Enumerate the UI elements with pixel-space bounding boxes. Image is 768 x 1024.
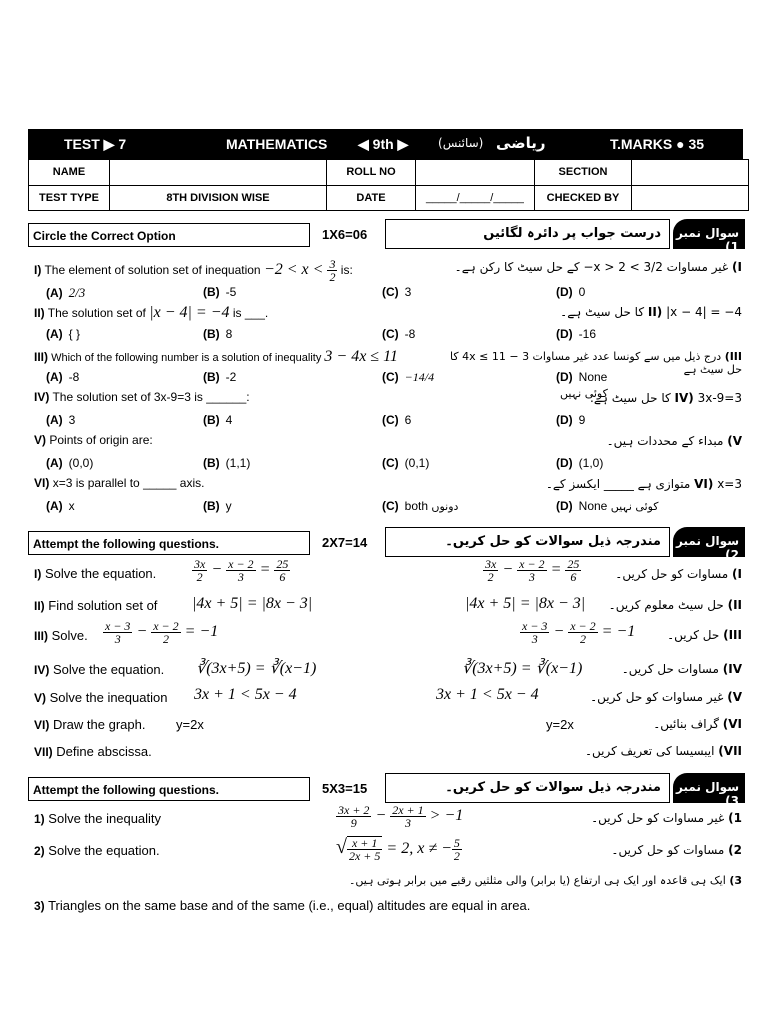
s2-urdu-title: مندرجہ ذیل سوالات کو حل کریں۔: [385, 527, 670, 557]
s2-q1-math: $\frac{3x}{2}$ − $\frac{x - 2}{3}$ = $\frac{25}{6}$: [194, 557, 289, 584]
s1-marks: 1X6=06: [322, 227, 368, 242]
s1-q5: [34, 433, 153, 447]
urdu-text: مساوات کو حل کریں۔: [615, 567, 729, 581]
section-field[interactable]: [632, 160, 749, 186]
q-text: Solve the inequality: [48, 811, 162, 826]
s2-q2: [34, 598, 157, 613]
q-text: x=3 is parallel to _____ axis.: [52, 476, 205, 490]
urdu-text: |x − 4| = −4 کا حل سیٹ ہے۔: [560, 305, 742, 319]
urdu-number: VI): [722, 717, 742, 731]
q-text: The solution set of 3x-9=3 is ______:: [52, 390, 250, 404]
q-number: 3): [34, 899, 45, 913]
s3-q1-math: $\frac{3x + 2}{9}$ − $\frac{2x + 1}{3}$ > −1: [338, 803, 464, 830]
s1-q4: [34, 390, 250, 404]
q-number: VI): [34, 718, 50, 732]
q-text: Solve the inequation: [49, 690, 168, 705]
subject-title: MATHEMATICS: [226, 136, 328, 152]
s1-q1-urdu: [402, 260, 742, 274]
s2-q1: [34, 566, 156, 581]
name-field[interactable]: [110, 160, 327, 186]
urdu-text: حل کریں۔: [667, 628, 720, 642]
s1-q2-opt-c: (C) -8: [382, 327, 416, 341]
urdu-text: ایبسیسا کی تعریف کریں۔: [584, 744, 715, 758]
q-number: I): [34, 263, 42, 278]
urdu-number: VI): [694, 477, 714, 491]
q-text: Find solution set of: [48, 598, 158, 613]
urdu-number: VII): [718, 744, 742, 758]
s1-q6-opt-b: (B) y: [203, 499, 232, 513]
s1-q4-opt-b: (B) 4: [203, 413, 233, 427]
s1-title: Circle the Correct Option: [28, 223, 310, 247]
q-number: III): [34, 629, 48, 643]
urdu-text: x=3 متوازی ہے _____ ایکسز کے۔: [545, 477, 742, 491]
s1-q6-urdu: [502, 477, 742, 491]
header-bar: [28, 129, 743, 159]
s3-q2-math: √ $\frac{x + 1}{2x + 5}$ = 2, x ≠ − $\frac{5}{2}$: [336, 835, 460, 864]
s2-q5: [34, 690, 167, 705]
s1-q4-opt-d: (D) 9: [556, 413, 586, 427]
s2-marks: 2X7=14: [322, 535, 368, 550]
name-label: NAME: [29, 160, 110, 186]
roll-field[interactable]: [416, 160, 535, 186]
s2-q5-math: 3x + 1 < 5x − 4: [194, 686, 297, 703]
urdu-text: ایک ہی قاعدہ اور ایک ہی ارتفاع (یا برابر) والی مثلثیں رقبے میں برابر ہوتی ہیں۔: [348, 874, 726, 887]
s1-q3-opt-c: (C) −14/4: [382, 370, 435, 384]
urdu-text: گراف بنائیں۔: [653, 717, 719, 731]
s1-q3: [34, 348, 398, 366]
s2-q5-urdu: [582, 690, 742, 704]
s1-q1-opt-d: (D) 0: [556, 285, 586, 299]
urdu-text: مساوات حل کریں۔: [621, 662, 719, 676]
q-number: IV): [34, 390, 50, 404]
s1-q4-urdu: [502, 391, 742, 405]
s1-q6-opt-c: (C) both دونوں: [382, 499, 459, 513]
urdu-number: I): [732, 260, 742, 274]
s3-urdu-number: سوال نمبر 3): [673, 773, 745, 803]
s2-q3-math-urdu: $\frac{x - 3}{3}$ − $\frac{x - 2}{2}$ = −1: [522, 619, 636, 646]
s1-q6: [34, 476, 204, 490]
q-number: VII): [34, 745, 53, 759]
urdu-number: IV): [674, 391, 694, 405]
urdu-number: V): [727, 690, 742, 704]
s1-q2-opt-b: (B) 8: [203, 327, 233, 341]
s1-q1-opt-b: (B) -5: [203, 285, 237, 299]
s1-q6-opt-a: (A) x: [46, 499, 75, 513]
q-number: VI): [34, 476, 50, 490]
urdu-text: مساوات کو حل کریں۔: [611, 843, 725, 857]
urdu-number: 2): [728, 843, 742, 857]
s3-q2: [34, 843, 160, 858]
s2-q4-urdu: [592, 662, 742, 676]
s3-marks: 5X3=15: [322, 781, 368, 796]
s3-urdu-title: مندرجہ ذیل سوالات کو حل کریں۔: [385, 773, 670, 803]
urdu-text: غیر مساوات 3/2 > x > 2− کے حل سیٹ کا رکن ہے۔: [454, 260, 729, 274]
subject-urdu: ریاضی: [496, 134, 546, 152]
urdu-number: I): [732, 567, 742, 581]
total-marks: T.MARKS ● 35: [610, 136, 705, 152]
s2-q2-math: |4x + 5| = |8x − 3|: [192, 595, 313, 612]
s2-q3-urdu: [622, 628, 742, 642]
q-text: The solution set of: [47, 306, 146, 320]
urdu-number: III): [723, 628, 742, 642]
s2-title: Attempt the following questions.: [28, 531, 310, 555]
class-label: ◀ 9th ▶: [358, 136, 409, 152]
s1-q5-opt-d: (D) (1,0): [556, 456, 604, 470]
s2-q4: [34, 662, 164, 677]
date-label: DATE: [327, 185, 416, 211]
s1-q6-opt-d: (D) None کوئی نہیں: [556, 499, 659, 513]
q-text: Solve the equation.: [48, 843, 160, 858]
s2-q6: [34, 717, 145, 732]
s1-q5-opt-c: (C) (0,1): [382, 456, 430, 470]
s1-q5-opt-b: (B) (1,1): [203, 456, 251, 470]
urdu-number: V): [727, 434, 742, 448]
q-number: II): [34, 306, 45, 320]
checked-label: CHECKED BY: [535, 185, 632, 211]
roll-label: ROLL NO: [327, 160, 416, 186]
urdu-number: II): [727, 598, 742, 612]
info-table: [28, 159, 749, 211]
s2-q1-math-urdu: $\frac{3x}{2}$ − $\frac{x - 2}{3}$ = $\frac{25}{6}$: [485, 557, 580, 584]
s2-q6-math: y=2x: [176, 717, 204, 732]
urdu-number: 1): [728, 811, 742, 825]
section-label: SECTION: [535, 160, 632, 186]
urdu-text: مبداء کے محددات ہیں۔: [606, 434, 724, 448]
q-text: Draw the graph.: [52, 717, 146, 732]
test-number: TEST ▶ 7: [64, 136, 127, 152]
s1-q1-opt-c: (C) 3: [382, 285, 412, 299]
s3-q1-urdu: [562, 811, 742, 825]
q-text: Points of origin are:: [49, 433, 153, 447]
s2-q3: [34, 628, 88, 643]
urdu-number: II): [647, 305, 663, 319]
q-text: Which of the following number is a solution of inequality: [51, 352, 322, 364]
q-text: Define abscissa.: [56, 744, 152, 759]
q-math: 3 − 4x ≤ 11: [324, 348, 398, 365]
q-tail: is:: [340, 263, 353, 278]
q-number: 1): [34, 812, 45, 826]
s2-q6-urdu: [622, 717, 742, 731]
checked-field[interactable]: [632, 185, 749, 211]
q-number: IV): [34, 663, 50, 677]
s1-q5-opt-a: (A) (0,0): [46, 456, 94, 470]
testtype-label: TEST TYPE: [29, 185, 110, 211]
s1-q2: [34, 304, 268, 322]
q-number: III): [34, 350, 48, 364]
urdu-text: درج ذیل میں سے کونسا عدد غیر مساوات 3 − 4x ≤ 11 کا حل سیٹ ہے: [450, 350, 742, 376]
s1-q3-opt-b: (B) -2: [203, 370, 237, 384]
s2-q2-math-urdu: |4x + 5| = |8x − 3|: [465, 595, 586, 612]
s1-q2-urdu: [402, 305, 742, 319]
testtype-value: 8TH DIVISION WISE: [110, 185, 327, 211]
s3-q3: [34, 898, 530, 913]
urdu-number: III): [724, 350, 742, 363]
s2-q3-math: $\frac{x - 3}{3}$ − $\frac{x - 2}{2}$ = −1: [105, 619, 219, 646]
s1-q4-opt-c: (C) 6: [382, 413, 412, 427]
urdu-number: 3): [729, 874, 742, 887]
science-urdu: (سائنس): [438, 136, 484, 150]
s3-q2-urdu: [562, 843, 742, 857]
s2-q6-math-urdu: y=2x: [546, 717, 574, 732]
q-number: II): [34, 599, 45, 613]
s2-q7-urdu: [562, 744, 742, 758]
q-text: Triangles on the same base and of the same (i.e., equal) altitudes are equal in area.: [48, 898, 531, 913]
s2-q5-math-urdu: 3x + 1 < 5x − 4: [436, 686, 539, 703]
s1-q5-urdu: [502, 434, 742, 448]
q-text: Solve the equation.: [52, 662, 165, 677]
s1-q2-opt-d: (D) -16: [556, 327, 597, 341]
s1-urdu-title: درست جواب پر دائرہ لگائیں: [385, 219, 670, 249]
s1-q3-opt-d-urdu: کوئی نہیں: [560, 387, 608, 400]
s3-q1: [34, 811, 161, 826]
s2-urdu-number: سوال نمبر 2): [673, 527, 745, 557]
q-number: V): [34, 691, 46, 705]
urdu-number: IV): [722, 662, 742, 676]
q-number: I): [34, 567, 42, 581]
q-math: −2 < x < $\frac{3}{2}$: [263, 257, 336, 284]
s3-q3-urdu: [322, 874, 742, 887]
q-number: 2): [34, 844, 45, 858]
date-field[interactable]: _____/_____/_____: [416, 185, 535, 211]
q-text: The element of solution set of inequation: [44, 263, 261, 278]
s1-urdu-number: سوال نمبر 1): [673, 219, 745, 249]
s2-q1-urdu: [592, 567, 742, 581]
s2-q4-math: ∛(3x+5) = ∛(x−1): [196, 660, 317, 677]
s1-q1-opt-a: (A) 2/3: [46, 285, 86, 300]
s2-q2-urdu: [592, 598, 742, 612]
s1-q4-opt-a: (A) 3: [46, 413, 76, 427]
s1-q3-opt-d: (D) None: [556, 370, 608, 384]
s3-title: Attempt the following questions.: [28, 777, 310, 801]
s2-q4-math-urdu: ∛(3x+5) = ∛(x−1): [462, 660, 583, 677]
s1-q2-opt-a: (A) { }: [46, 327, 81, 341]
urdu-text: 3x-9=3 کا حل سیٹ ہے:: [589, 391, 742, 405]
s2-q7: [34, 744, 152, 759]
q-number: V): [34, 433, 46, 447]
s1-q3-opt-a: (A) -8: [46, 370, 80, 384]
q-tail: is ___.: [232, 306, 269, 320]
q-text: Solve the equation.: [44, 566, 157, 581]
urdu-text: حل سیٹ معلوم کریں۔: [608, 598, 724, 612]
q-text: Solve.: [51, 628, 88, 643]
q-math: |x − 4| = −4: [149, 304, 230, 321]
urdu-text: غیر مساوات کو حل کریں۔: [590, 690, 724, 704]
s1-q1: [34, 258, 353, 283]
urdu-text: غیر مساوات کو حل کریں۔: [591, 811, 725, 825]
